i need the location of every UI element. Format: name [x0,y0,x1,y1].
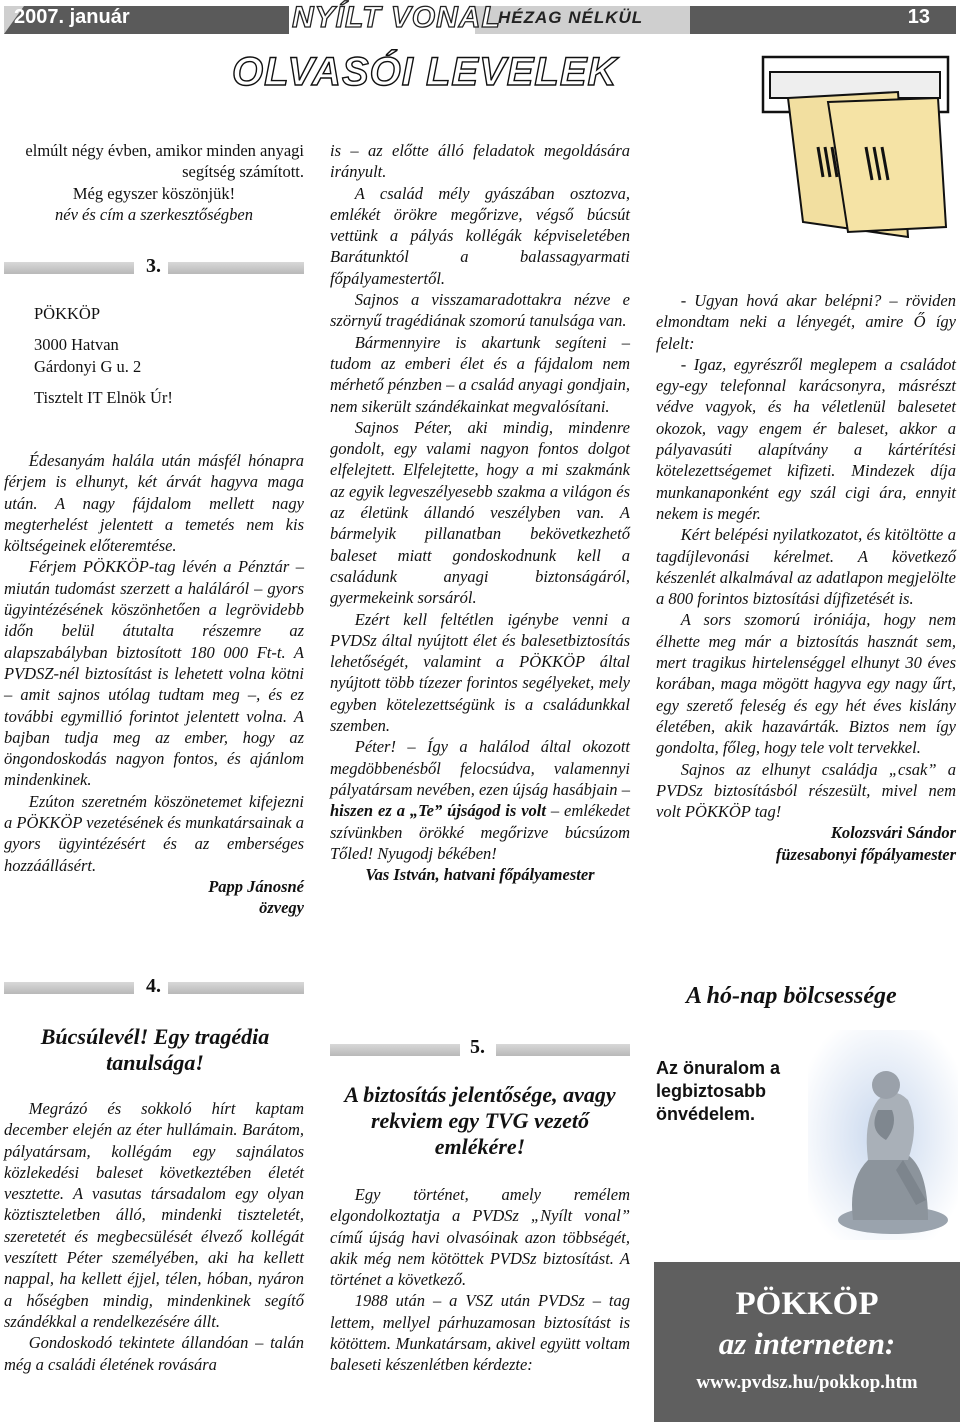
letter-3 [34,303,304,408]
signature: Vas István, hatvani főpályamester [365,865,595,885]
letter-3-number: 3. [146,255,161,277]
page-header [0,0,960,40]
column-2-top [330,140,630,885]
letter-4-heading: Búcsúlevél! Egy tragédia tanulsága! [40,1024,270,1075]
anonymous-note: név és cím a szerkesztőségben [55,204,253,224]
wisdom-quote: Az önuralom a legbiztosabb önvédelem. [656,1058,781,1124]
paragraph: Megrázó és sokkoló hírt kaptam december elején az éter hullámain. Barátom, pályatársam, kollégám egy sajnálatos közlekedési baleset következtében életét vesztette. A vasutas társadalom egy olyan köztiszteletben álló, mindenki tiszteletét, szeretetét és megbecsülését élvező kollégát veszített Péter személyében, aki ha kellett nappal, ha kellett éjjel, télen, hóban, nyáron a hőségben mindig, mindenkinek segítő szándékkal a rendelkezésére állt. [4,1099,304,1331]
ad-subtitle: az interneten: [718,1326,896,1361]
letter-5-number: 5. [470,1036,485,1058]
separator-bar [4,982,134,994]
address-line: 3000 Hatvan [34,335,119,355]
thinker-statue-illustration [808,1030,958,1240]
paragraph: 1988 után – a VSZ után PVDSz – tag lettem, mellyel párhuzamosan biztosítást is kötöttem. Munkatársam, akivel együtt voltam baleseti készenlétben kérdezte: [330,1291,630,1375]
letter-5-heading: A biztosítás jelentősége, avagy rekviem egy TVG vezető emlékére! [344,1082,616,1159]
column-3 [656,290,956,865]
page-number: 13 [907,6,930,28]
mail-slot-illustration [748,52,958,242]
ad-title: PÖKKÖP [735,1286,879,1322]
paragraph: Sajnos az elhunyt családja „csak” a PVDSz biztosításból részesült, mivel nem volt PÖKKÖP tag! [656,759,956,822]
salutation: Tisztelt IT Elnök Úr! [34,387,173,407]
text-emphasis: hiszen ez a „Te” újságod is volt [330,801,546,821]
paragraph: Édesanyám halála után másfél hónapra férjem is elhunyt, két árvát hagyva maga után. A nagy fájdalom mellett nagy megterhelést jelentett a temetés nem kis költségeinek előteremtése. [4,451,304,556]
paragraph: Gondoskodó tekintete állandóan – talán még a családi életének rovására [4,1333,304,1374]
signature-title: füzesabonyi főpályamester [775,844,956,864]
wisdom-title: A hó-nap bölcsessége [686,983,897,1009]
letter-4-body [4,1098,304,1375]
address-line: PÖKKÖP [34,304,101,323]
paragraph: Sajnos Péter, aki mindig, mindenre gondolt, egy valami nagyon fontos dolgot elfelejtett. Elfelejtette, hogy a mi szakmánk az egyik legveszélyesebb szakma a világon és az életünk állandó veszélyben van. A bármelyik pillanatban bekövetkezhető baleset miatt gondoskodnunk kell a családunk anyagi biztonságáról, gyermekeink sorsáról. [330,417,630,608]
signature-title: özvegy [259,898,304,918]
separator-bar [4,262,134,274]
separator-bar [330,1044,460,1056]
paragraph: Bármennyire is akartunk segíteni – tudom az emberi élet és a fájdalom nem mérhető pénzben – a család anyagi gondjain, nem sikerült szándékainkat megvalósítani. [330,332,630,416]
publication-logo: NYÍLT VONAL [292,1,501,34]
paragraph: A sors szomorú iróniája, hogy nem élhette meg már a biztosítás hasznát sem, mert tragikus hirtelenséggel elhunyt 30 éves korában, maga mögött hagyva egy nagy űrt, egy szerető feleség és egy hét éves kislány életében, akik hazavárták. Biztos nem így gondolta, főleg, hogy tele volt tervekkel. [656,610,956,758]
section-title: OLVASÓI LEVELEK [232,50,618,94]
paragraph [330,736,630,864]
paragraph: Ezúton szeretném köszönetemet kifejezni a PÖKKÖP vezetésének és munkatársainak a gyors ügyintézésért és az emberséges hozzáállásért. [4,791,304,875]
issue-date: 2007. január [14,6,130,28]
letter-5-body [330,1184,630,1376]
letter-4-number: 4. [146,975,161,997]
signature-name: Papp Jánosné [208,876,304,896]
thanks-line: Még egyszer köszönjük! [72,183,236,203]
text-part: Péter! – Így a halálod által okozott megdöbbenésből felocsúdva, valamennyi pályatársam nevében, ezen újság hasábjain – [330,737,630,799]
paragraph: A család mély gyászában osztozva, emlékét örökre megőrizve, végső búcsút vettünk a pályás kollégák képviseletében Barátunktól a balassagyarmati főpályamestertől. [330,183,630,288]
paragraph: Férjem PÖKKÖP-tag lévén a Pénztár – miután tudomást szerzett a haláláról – gyors ügyintézésének köszönhetően a legrövidebb időn belül átutalta részemre az alapszabályban biztosított 180 000 Ft-t. A PVDSZ-nél biztosítást is lehetett volna kötni – amit sajnos utólag tudtam meg –, és ez további egymillió forintot jelentett volna. A bajban tudja meg az ember, hogy az öngondoskodás nagyon fontos, és ajánlom mindenkinek. [4,557,304,790]
address-line [34,377,304,387]
separator-bar [496,1044,630,1056]
letter-3-body [4,450,304,919]
address-line: Gárdonyi G u. 2 [34,356,142,376]
separator-bar [168,262,304,274]
signature-name: Kolozsvári Sándor [830,823,956,843]
column-1-top [4,140,304,225]
paragraph: Sajnos a visszamaradottakra nézve e szörnyű tragédiának szomorú tanulsága van. [330,290,630,331]
paragraph: Egy történet, amely remélem elgondolkoztatja a PVDSz „Nyílt vonal” című újság havi olvasóinak azon többségét, akik még nem kötöttek PVDSz biztosítást. A történet a következő. [330,1185,630,1290]
paragraph: Kért belépési nyilatkozatot, és kitöltötte a tagdíjlevonási kérelmet. A következő készenlét alkalmával az adatlapon megjelölte a 800 forintos biztosítási díjfizetését is. [656,525,956,609]
pokkop-ad-box [654,1262,960,1422]
intro-text: elmúlt négy évben, amikor minden anyagi segítség számított. [25,141,304,182]
paragraph: is – az előtte álló feladatok megoldására irányult. [330,141,630,182]
paragraph: - Ugyan hová akar belépni? – röviden elmondtam neki a lényegét, amire Ő így felelt: [656,291,956,353]
publication-subtitle: HÉZAG NÉLKÜL [498,8,644,27]
paragraph: Ezért kell feltétlen igénybe venni a PVDSz által nyújtott élet és balesetbiztosítás lehetőségét, valamint a PÖKKÖP által nyújtott több tízezer forintos segélyeket, mely egyben kötelezettségünk is a családunkkal szemben. [330,609,630,736]
address-line [34,324,304,334]
paragraph: - Igaz, egyrészről meglepem a családot egy-egy telefonnal karácsonyra, másrészt védve vagyok, és ha véletlenül balesetet okozok, vagy engem ér baleset, akkor a pályavasúti alapítvány a kártérítési kötelezettségemet kifizeti. Mindezek díja munkanaponként egy szál cigi ára, ennyit nekem is megér. [656,354,956,523]
ad-url-link[interactable]: www.pvdsz.hu/pokkop.htm [696,1372,918,1393]
text-part: – emlékedet szívünkben örökké megőrizve búcsúzom Tőled! Nyugodj békében! [330,801,630,863]
separator-bar [168,982,304,994]
